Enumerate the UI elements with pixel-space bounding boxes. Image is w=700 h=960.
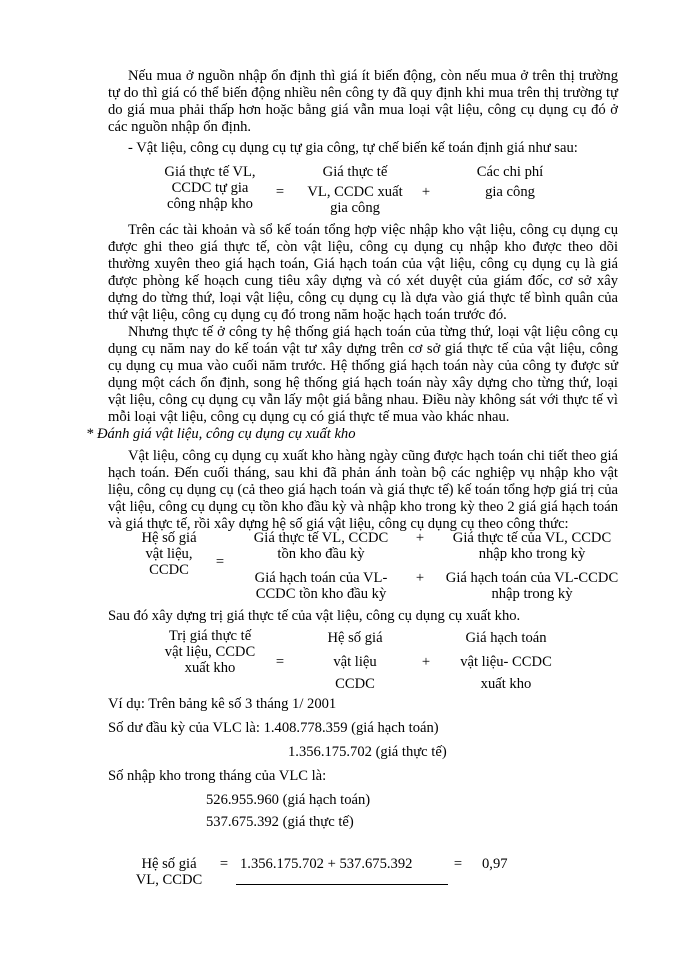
formula1-rhs-line2: gia công: [485, 184, 535, 200]
example-opening-balance: Số dư đầu kỳ của VLC là: 1.408.778.359 (giá hạch toán): [108, 720, 439, 736]
formula2-lhs-line1: Hệ số giá: [141, 530, 197, 546]
formula4-result: 0,97: [482, 856, 508, 872]
example-import-accounting: 526.955.960 (giá hạch toán): [206, 792, 371, 808]
formula3-mid-line2: vật liệu: [333, 654, 377, 670]
formula1-lhs-line1: Giá thực tế VL,: [164, 164, 256, 180]
formula3-equals: =: [275, 654, 285, 670]
formula1-rhs-line1: Các chi phí: [476, 164, 544, 180]
formula2-equals: =: [215, 554, 225, 570]
formula1-equals: =: [275, 184, 285, 200]
formula3-mid-line1: Hệ số giá: [327, 630, 383, 646]
formula2-den-a-line1: Giá hạch toán của VL-: [254, 570, 388, 586]
formula2-den-b-line1: Giá hạch toán của VL-CCDC: [445, 570, 619, 586]
formula2-num-b-line2: nhập kho trong kỳ: [478, 546, 586, 562]
formula4-lhs-line2: VL, CCDC: [135, 872, 203, 888]
formula4-equals-1: =: [219, 856, 229, 872]
formula3-rhs-line3: xuất kho: [480, 676, 532, 692]
example-import-label: Số nhập kho trong tháng của VLC là:: [108, 768, 327, 784]
formula2-num-b-line1: Giá thực tế của VL, CCDC: [452, 530, 612, 546]
formula3-lhs-line3: xuất kho: [184, 660, 236, 676]
formula1-lhs-line2: CCDC tự gia: [171, 180, 249, 196]
formula3-rhs-line2: vật liệu- CCDC: [460, 654, 552, 670]
formula3-operator: +: [421, 654, 431, 670]
formula4-lhs-line1: Hệ số giá: [141, 856, 197, 872]
formula2-den-a-line2: CCDC tồn kho đầu kỳ: [255, 586, 387, 602]
formula2-num-a-line1: Giá thực tế VL, CCDC: [253, 530, 389, 546]
paragraph-price-system: Nhưng thực tế ở công ty hệ thống giá hạch toán của từng thứ, loại vật liệu công cụ dụng cụ năm nay do kế toán vật tư xây dựng trên cơ sở giá thực tế của vật liệu, công cụ dụng cụ mua vào cuối năm trước. Hệ thống giá hạch toán này của công ty được sử dụng một cách ổn định, song hệ thống giá hạch toán này xây dựng cho từng thứ, loại vật liệu, công cụ dụng cụ vẫn lấy một giá bằng nhau. Điều này không sát với thực tế vì mỗi loại vật liệu, công cụ dụng cụ có giá thực tế mua vào khác nhau.: [108, 324, 618, 425]
formula1-mid-line3: gia công: [330, 200, 380, 216]
formula4-equals-2: =: [453, 856, 463, 872]
formula1-mid-line1: Giá thực tế: [322, 164, 388, 180]
formula4-fraction-bar: [236, 884, 448, 885]
formula1-plus: +: [421, 184, 431, 200]
formula3-lhs-line2: vật liệu, CCDC: [164, 644, 256, 660]
formula1-lhs-line3: công nhập kho: [167, 196, 253, 212]
formula3-rhs-line1: Giá hạch toán: [465, 630, 547, 646]
formula3-mid-line3: CCDC: [335, 676, 375, 692]
example-import-actual: 537.675.392 (giá thực tế): [206, 814, 354, 830]
section-heading-export-valuation: * Đánh giá vật liệu, công cụ dụng cụ xuất kho: [86, 426, 356, 442]
formula2-den-plus: +: [415, 570, 425, 586]
formula1-mid-line2: VL, CCDC xuất: [307, 184, 403, 200]
paragraph-purchase-source: Nếu mua ở nguồn nhập ổn định thì giá ít biến động, còn nếu mua ở trên thị trường tự do thì giá có thể biến động nhiều nên công ty đã quy định khi mua trên thị trường tự do giá mua phải thấp hơn hoặc bằng giá vẫn mua loại vật liệu, công cụ dụng cụ đó ở các nguồn nhập ổn định.: [108, 68, 618, 135]
paragraph-export-value-build: Sau đó xây dựng trị giá thực tế của vật liệu, công cụ dụng cụ xuất kho.: [108, 608, 521, 624]
formula2-num-a-line2: tồn kho đầu kỳ: [277, 546, 365, 562]
paragraph-self-processed: - Vật liệu, công cụ dụng cụ tự gia công, tự chế biến kế toán định giá như sau:: [128, 140, 578, 156]
example-intro: Ví dụ: Trên bảng kê số 3 tháng 1/ 2001: [108, 696, 337, 712]
formula2-lhs-line3: CCDC: [149, 562, 189, 578]
formula2-num-plus: +: [415, 530, 425, 546]
example-opening-actual: 1.356.175.702 (giá thực tế): [288, 744, 447, 760]
formula3-lhs-line1: Trị giá thực tế: [168, 628, 252, 644]
paragraph-accounting-price: Trên các tài khoản và sổ kế toán tổng hợp việc nhập kho vật liệu, công cụ dụng cụ được ghi theo giá thực tế, còn vật liệu, công cụ dụng cụ nhập kho được theo dõi thường xuyên theo giá hạch toán, Giá hạch toán của vật liệu, công cụ dụng cụ là giá được phòng kế hoạch cung tiêu xây dựng và có xét duyệt của giám đốc, cơ sở xây dựng do từng thứ, loại vật liệu, công cụ dụng cụ là dựa vào giá thực tế bình quân của thứ vật liệu, công cụ dụng cụ đó trong năm hoặc hạch toán trước đó.: [108, 222, 618, 323]
formula4-numerator: 1.356.175.702 + 537.675.392: [240, 856, 413, 872]
formula2-lhs-line2: vật liệu,: [145, 546, 193, 562]
formula2-den-b-line2: nhập trong kỳ: [491, 586, 573, 602]
paragraph-export-valuation: Vật liệu, công cụ dụng cụ xuất kho hàng ngày cũng được hạch toán chi tiết theo giá hạch toán. Đến cuối tháng, sau khi đã phản ánh toàn bộ các nghiệp vụ nhập kho vật liệu, công cụ dụng cụ (cả theo giá hạch toán và giá thực tế) kế toán tổng hợp giá trị của vật liệu, công cụ dụng cụ tồn kho đầu kỳ và nhập kho trong kỳ theo 2 giá giá hạch toán và giá thực tế, rồi xây dựng hệ số giá vật liệu, công cụ dụng cụ theo công thức:: [108, 448, 618, 532]
